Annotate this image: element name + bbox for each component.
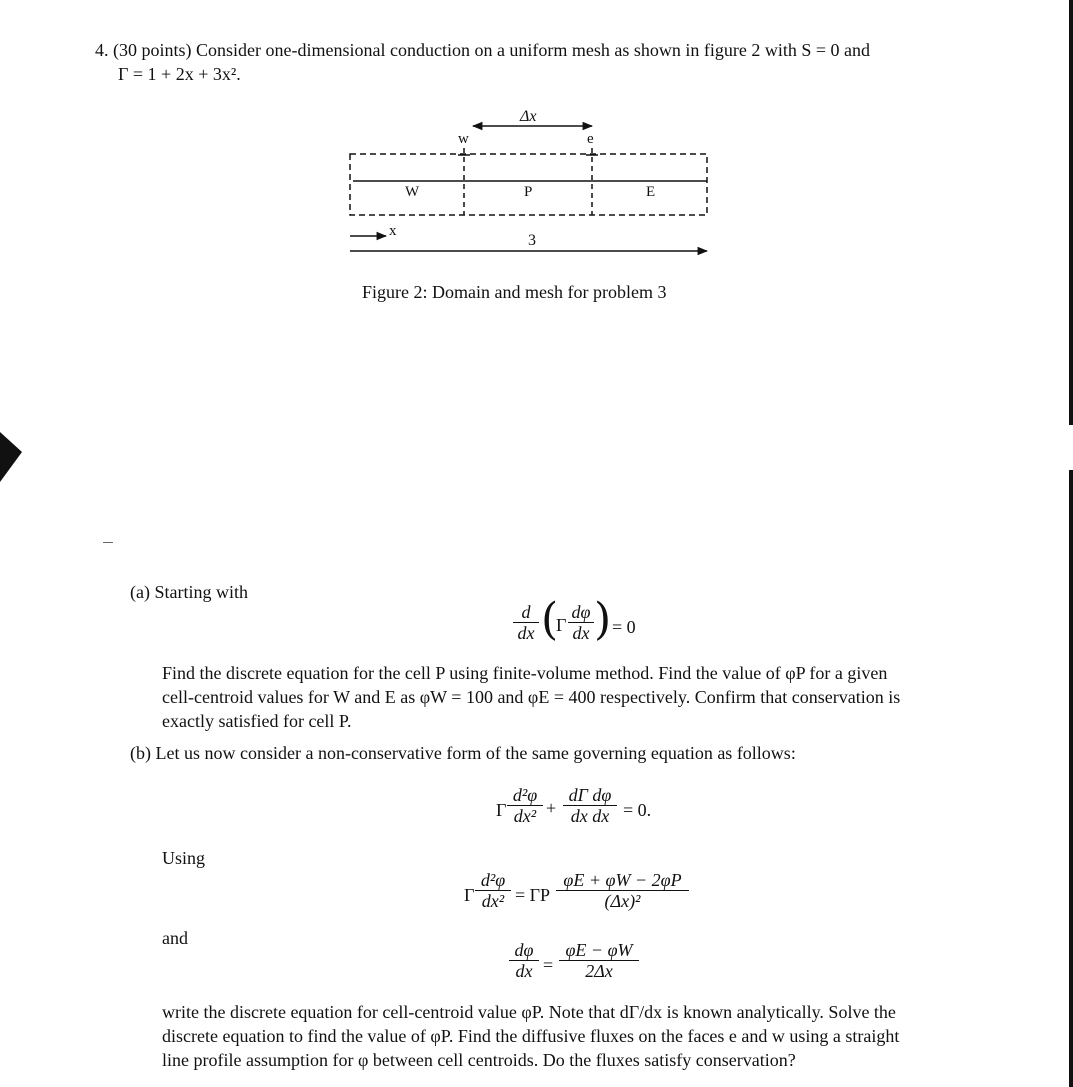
node-E-label: E bbox=[646, 184, 656, 200]
using-label: Using bbox=[162, 848, 206, 868]
eq-b3-frac1: dφ dx bbox=[509, 941, 539, 980]
scan-edge-marker bbox=[0, 432, 22, 482]
part-a-text3: exactly satisfied for cell P. bbox=[162, 711, 352, 731]
eq-b1-frac1: d²φ dx² bbox=[507, 786, 543, 825]
eq-b1-gamma: Γ bbox=[496, 800, 507, 820]
face-e-label: e bbox=[587, 131, 594, 147]
eq-a-d-dx: d dx bbox=[513, 603, 539, 642]
scan-dash bbox=[103, 542, 113, 543]
x-axis-label: x bbox=[389, 223, 397, 239]
domain-length-label: 3 bbox=[528, 232, 536, 249]
eq-b2-gamma: Γ bbox=[464, 885, 475, 905]
eq-a-right-paren: ) bbox=[594, 594, 612, 645]
part-a-text2: cell-centroid values for W and E as φW = 100 and φE = 400 respectively. Confirm that conservation is bbox=[162, 687, 901, 707]
eq-b2-mid: = ΓP bbox=[515, 885, 551, 905]
and-label: and bbox=[162, 928, 188, 948]
part-a-text1: Find the discrete equation for the cell P using finite-volume method. Find the value of φP for a given bbox=[162, 663, 888, 683]
eq-a-gamma: Γ bbox=[556, 615, 567, 635]
eq-b2-frac2: φE + φW − 2φP (Δx)² bbox=[556, 871, 689, 910]
eq-b3-eq: = bbox=[543, 955, 554, 975]
eq-a-dphi-dx: dφ dx bbox=[568, 603, 594, 642]
eq-b1-frac2: dΓ dφ dx dx bbox=[563, 786, 617, 825]
node-W-label: W bbox=[405, 184, 420, 200]
eq-a-rhs: = 0 bbox=[612, 617, 636, 637]
eq-b1-rhs: = 0. bbox=[623, 800, 652, 820]
scan-edge-bottom bbox=[1069, 470, 1073, 1087]
figure-caption: Figure 2: Domain and mesh for problem 3 bbox=[362, 282, 667, 302]
face-w-label: w bbox=[458, 131, 469, 147]
problem-statement-line2: Γ = 1 + 2x + 3x². bbox=[118, 64, 241, 84]
part-b-text3: line profile assumption for φ between cell centroids. Do the fluxes satisfy conservation? bbox=[162, 1050, 796, 1070]
eq-b1-plus: + bbox=[546, 798, 557, 818]
eq-b3-frac2: φE − φW 2Δx bbox=[559, 941, 639, 980]
mesh-figure bbox=[0, 110, 1073, 380]
eq-a-left-paren: ( bbox=[541, 594, 559, 645]
part-b-label: (b) Let us now consider a non-conservative form of the same governing equation as follows: bbox=[130, 743, 796, 763]
node-P-label: P bbox=[524, 184, 533, 200]
problem-statement-line1: 4. (30 points) Consider one-dimensional conduction on a uniform mesh as shown in figure 2 with S = 0 and bbox=[95, 40, 871, 60]
part-b-text2: discrete equation to find the value of φP. Find the diffusive fluxes on the faces e and w using a straight bbox=[162, 1026, 900, 1046]
dx-label: Δx bbox=[520, 108, 537, 125]
part-b-text1: write the discrete equation for cell-centroid value φP. Note that dΓ/dx is known analytically. Solve the bbox=[162, 1002, 896, 1022]
part-a-label: (a) Starting with bbox=[130, 582, 248, 602]
eq-b2-frac1: d²φ dx² bbox=[475, 871, 511, 910]
